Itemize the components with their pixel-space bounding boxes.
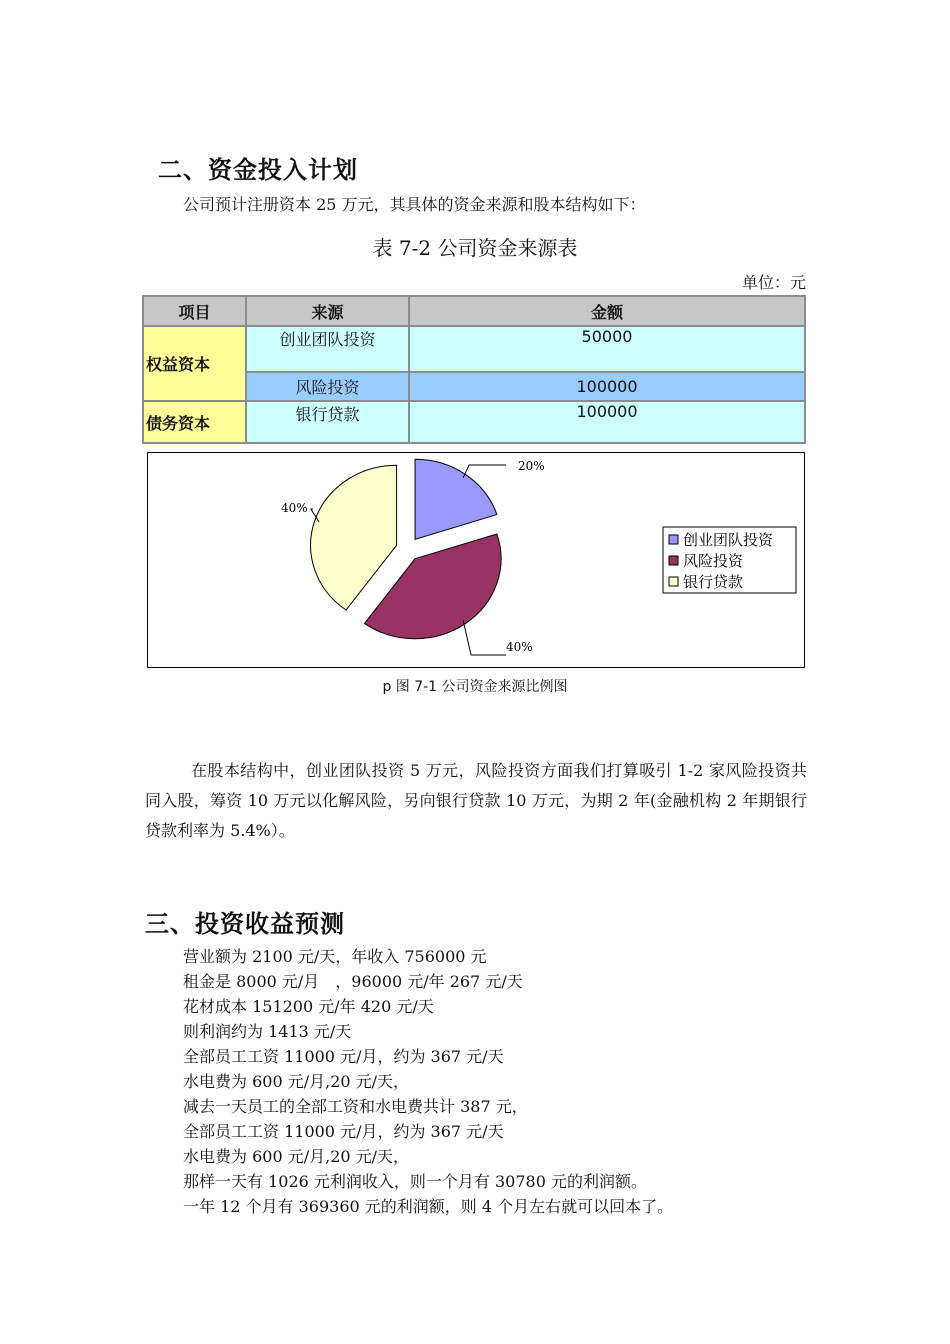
data-label-3: 40% xyxy=(281,501,308,515)
table-row xyxy=(143,326,805,372)
funding-source-table xyxy=(142,295,806,444)
legend-swatch-1 xyxy=(669,535,678,544)
funding-intro-text: 公司预计注册资本 25 万元，其具体的资金来源和股本结构如下： xyxy=(183,195,646,214)
pie-slice-1 xyxy=(415,459,497,539)
forecast-line: 全部员工工资 11000 元/月，约为 367 元/天 xyxy=(183,1047,504,1066)
legend-swatch-3 xyxy=(669,577,678,586)
pie-slice-3 xyxy=(311,465,397,610)
forecast-line: 水电费为 600 元/月,20 元/天， xyxy=(183,1147,410,1166)
forecast-line: 营业额为 2100 元/天，年收入 756000 元 xyxy=(183,947,487,966)
category-equity: 权益资本 xyxy=(143,326,246,401)
leader-line-2 xyxy=(463,620,506,655)
amount-cell: 100000 xyxy=(409,372,805,401)
table-caption: 表 7-2 公司资金来源表 xyxy=(372,236,578,260)
forecast-line: 一年 12 个月有 369360 元的利润额，则 4 个月左右就可以回本了。 xyxy=(183,1197,674,1216)
section-title-return-forecast: 三、投资收益预测 xyxy=(145,910,345,938)
source-cell: 风险投资 xyxy=(246,372,409,401)
section-title-funding-plan: 二、资金投入计划 xyxy=(158,156,358,184)
pie-chart-svg xyxy=(148,453,804,667)
legend-label-1: 创业团队投资 xyxy=(683,531,774,549)
data-label-1: 20% xyxy=(518,459,545,473)
forecast-line: 全部员工工资 11000 元/月，约为 367 元/天 xyxy=(183,1122,504,1141)
forecast-lines xyxy=(183,944,673,1219)
category-debt: 债务资本 xyxy=(143,401,246,443)
table-header-row xyxy=(143,296,805,326)
header-item: 项目 xyxy=(143,296,246,326)
forecast-line: 那样一天有 1026 元利润收入，则一个月有 30780 元的利润额。 xyxy=(183,1172,647,1191)
source-cell: 银行贷款 xyxy=(246,401,409,443)
equity-structure-paragraph: 在股本结构中，创业团队投资 5 万元，风险投资方面我们打算吸引 1-2 家风险投资共同入股，筹资 10 万元以化解风险，另向银行贷款 10 万元，为期 2 年(金融机构 2 年期银行贷款利率为 5.4%）。 xyxy=(145,761,807,840)
data-label-2: 40% xyxy=(506,640,533,654)
legend-label-2: 风险投资 xyxy=(683,552,744,570)
header-source: 来源 xyxy=(246,296,409,326)
chart-legend xyxy=(663,527,796,593)
forecast-line: 减去一天员工的全部工资和水电费共计 387 元， xyxy=(183,1097,528,1116)
funding-pie-chart xyxy=(147,452,805,668)
unit-label: 单位：元 xyxy=(741,273,806,292)
amount-cell: 50000 xyxy=(409,326,805,372)
legend-swatch-2 xyxy=(669,556,678,565)
table-row xyxy=(143,401,805,443)
figure-caption: p 图 7-1 公司资金来源比例图 xyxy=(382,679,568,695)
source-cell: 创业团队投资 xyxy=(246,326,409,372)
forecast-line: 租金是 8000 元/月 ，96000 元/年 267 元/天 xyxy=(183,972,523,991)
forecast-line: 则利润约为 1413 元/天 xyxy=(183,1022,352,1041)
header-amount: 金额 xyxy=(409,296,805,326)
amount-cell: 100000 xyxy=(409,401,805,443)
forecast-line: 水电费为 600 元/月,20 元/天， xyxy=(183,1072,410,1091)
legend-label-3: 银行贷款 xyxy=(683,573,744,591)
forecast-line: 花材成本 151200 元/年 420 元/天 xyxy=(183,997,434,1016)
leader-line-1 xyxy=(463,465,506,478)
